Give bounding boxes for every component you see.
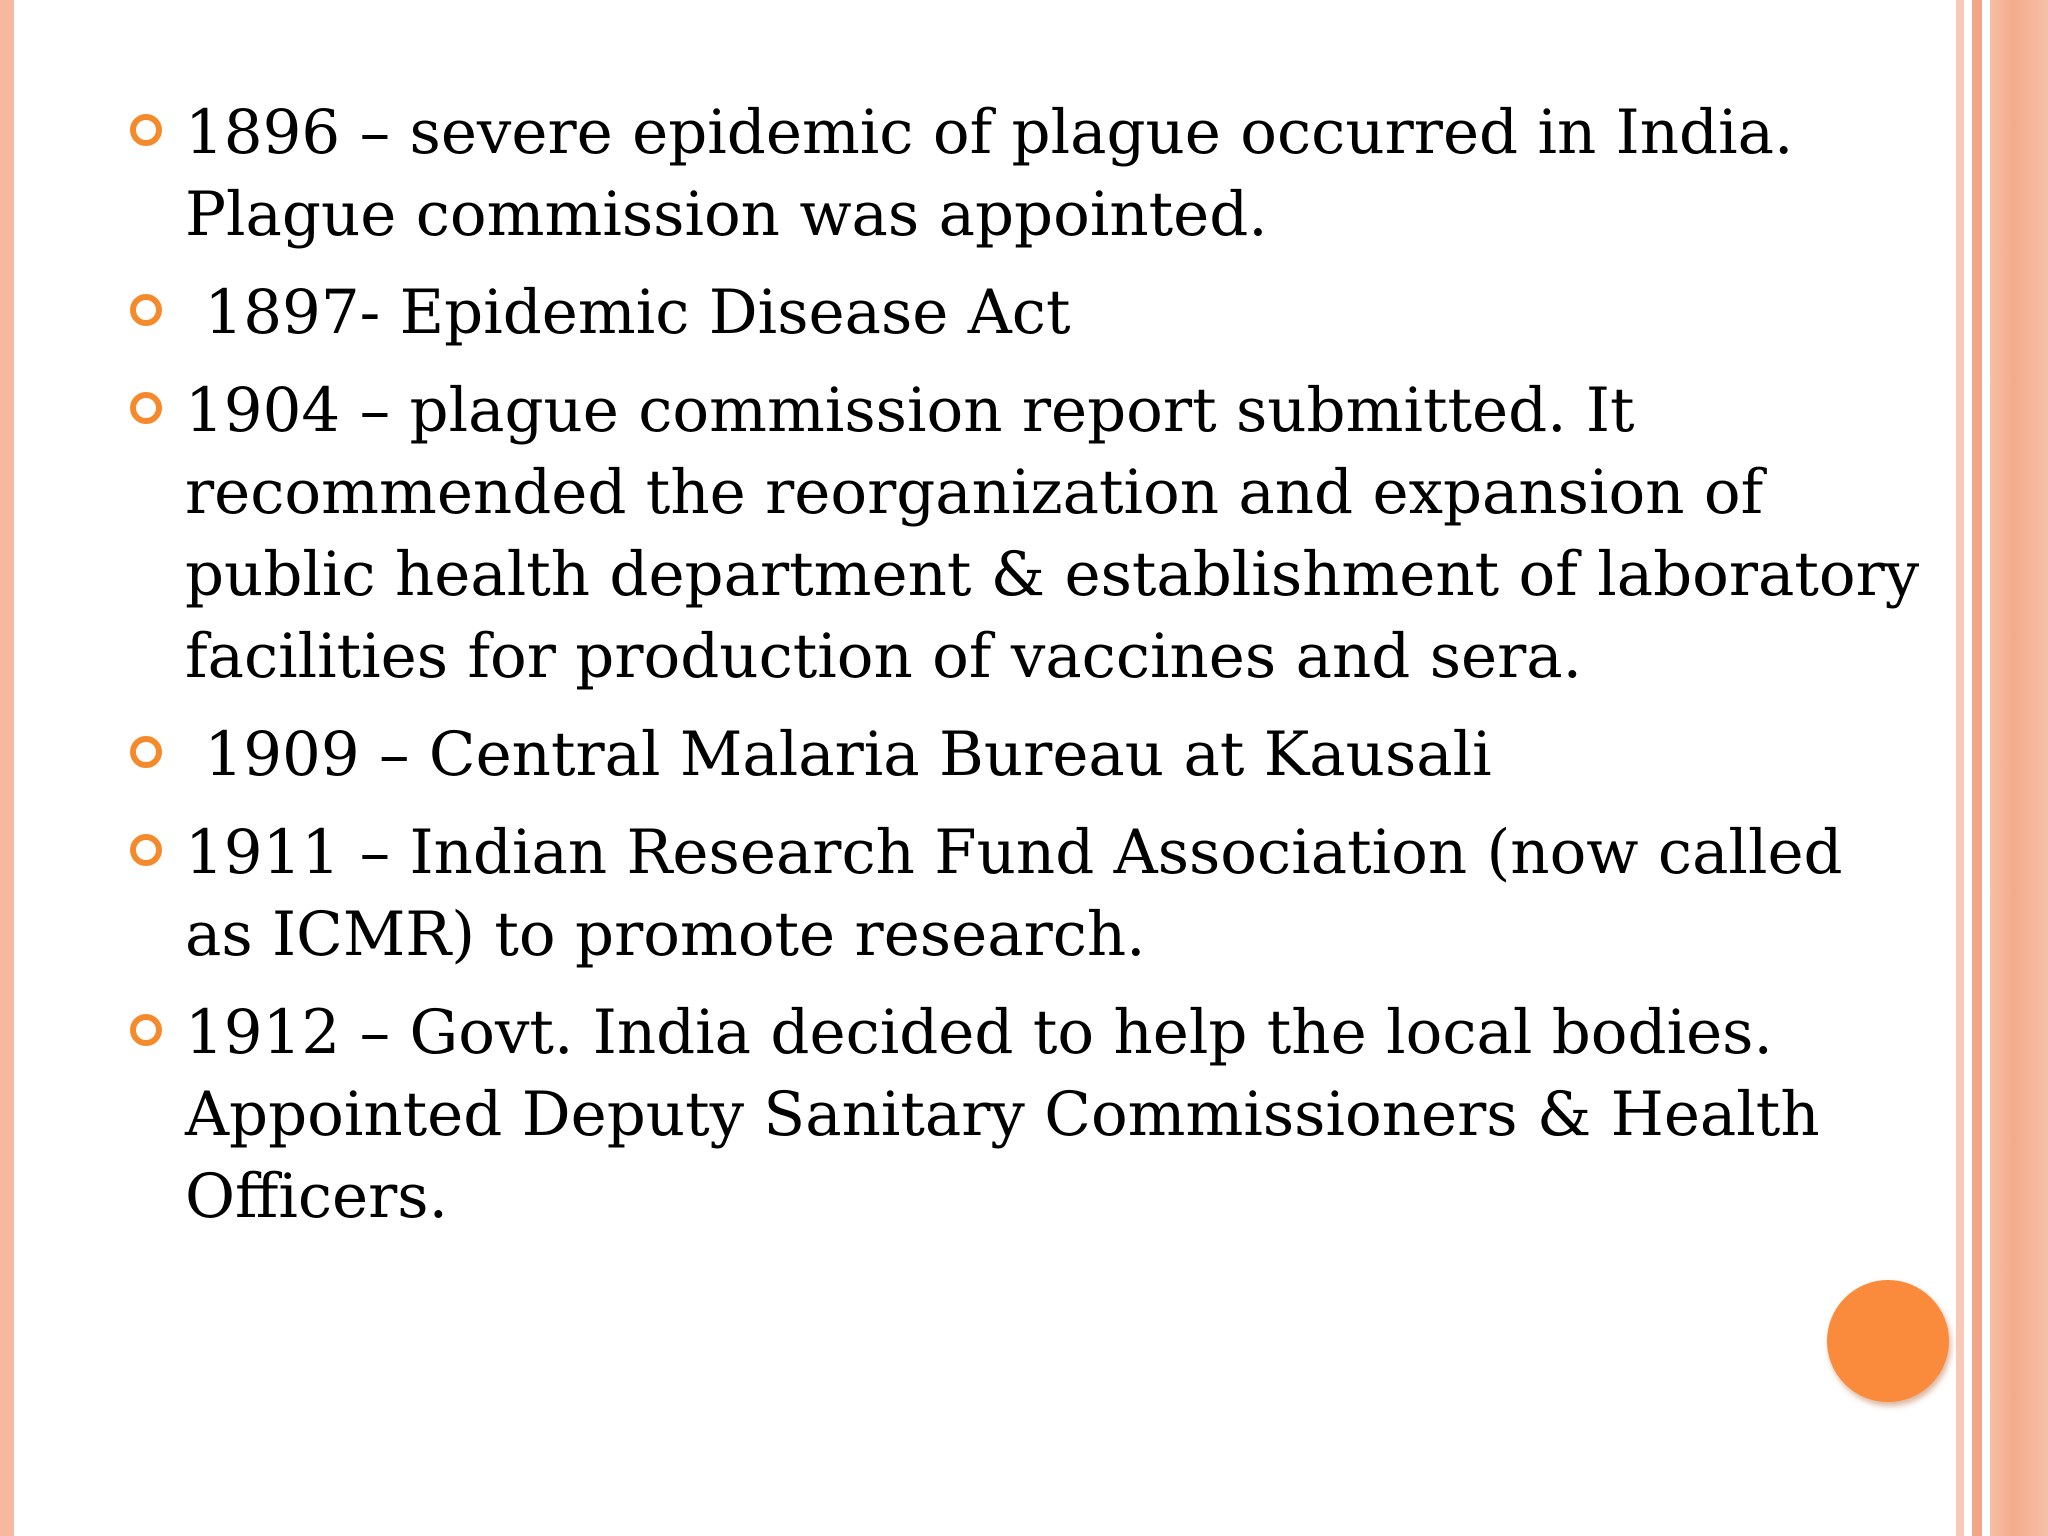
bullet-list [0,92,1939,1254]
hollow-circle-icon [130,834,162,866]
bullet-text: 1896 – severe epidemic of plague occurred in India. Plague commission was appointed. [185,97,1813,250]
bullet-item-1912 [0,992,1920,1238]
bullet-text: 1911 – Indian Research Fund Association (now called as ICMR) to promote research. [185,817,1862,970]
bullet-text: 1912 – Govt. India decided to help the local bodies. Appointed Deputy Sanitary Commissioners & Health Officers. [185,997,1839,1232]
bullet-item-1911 [0,812,1920,976]
bullet-text: 1897- Epidemic Disease Act [185,277,1071,348]
right-stripe [1990,0,2048,1536]
hollow-circle-icon [130,392,162,424]
hollow-circle-icon [130,294,162,326]
bullet-text: 1909 – Central Malaria Bureau at Kausali [185,719,1492,790]
orange-dot-decoration [1827,1280,1949,1402]
right-stripe [1972,0,1982,1536]
hollow-circle-icon [130,114,162,146]
right-stripe [1956,0,1964,1536]
hollow-circle-icon [130,1014,162,1046]
bullet-text: 1904 – plague commission report submitted. It recommended the reorganization and expansion of public health department & establishment of laboratory facilities for production of vaccines and sera. [185,375,1939,692]
bullet-item-1904 [0,370,1939,698]
bullet-item-1909 [0,714,1920,796]
hollow-circle-icon [130,736,162,768]
bullet-item-1897 [0,272,1920,354]
bullet-item-1896 [0,92,1920,256]
